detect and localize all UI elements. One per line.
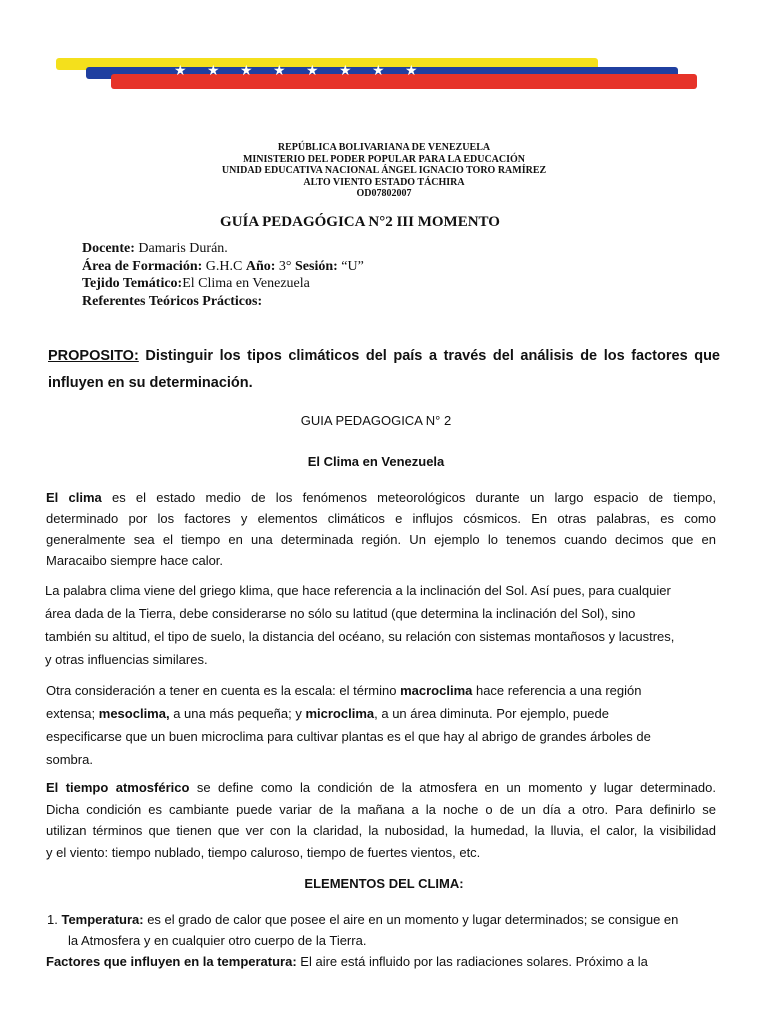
meta-docente: Docente: Damaris Durán. — [82, 241, 228, 256]
venezuela-flag-banner — [56, 56, 698, 94]
header-line-4: ALTO VIENTO ESTADO TÁCHIRA — [303, 176, 465, 188]
elementos-heading: ELEMENTOS DEL CLIMA: — [304, 876, 464, 891]
flag-stars-icon: ★ ★ ★ ★ ★ ★ ★ ★ — [174, 63, 426, 79]
meta-area: Área de Formación: G.H.C Año: 3° Sesión: “U” — [82, 258, 364, 274]
list-item-temperatura: 1. Temperatura: es el grado de calor que posee el aire en un momento y lugar determinados; se consigue en la Atmosfera y en cualquier otro cuerpo de la Tierra. Factores que influyen en la temperatura: El aire está influido por las radiaciones solares. Próximo a la — [46, 912, 679, 969]
paragraph-etimologia: La palabra clima viene del griego klima, que hace referencia a la inclinación del Sol. Así pues, para cualquier área dada de la Tierra, debe considerarse no sólo su latitud (que determina la inclinación del Sol), sino también su altitud, el tipo de suelo, la distancia del océano, su relación con sistemas montañosos y lacustres, y otras influencias similares. — [45, 583, 675, 667]
paragraph-tiempo-atmosferico: El tiempo atmosférico se define como la condición de la atmosfera en un momento y lugar determinado. Dicha condición es cambiante puede variar de la mañana a la noche o de un día a otro. Para definirlo se utilizan términos que tienen que ver con la claridad, la nubosidad, la humedad, la lluvia, el calor, la visibilidad y el viento: tiempo nublado, tiempo caluroso, tiempo de fuertes vientos, etc. — [46, 780, 716, 860]
paragraph-clima-definition: El clima es el estado medio de los fenómenos meteorológicos durante un largo espacio de tiempo, determinado por los factores y elementos climáticos e influjos cósmicos. En otras palabras, es como generalmente sea el tiempo en una determinada región. Un ejemplo lo tenemos cuando decimos que en Maracaibo siempre hace calor. — [46, 490, 717, 568]
header-line-5: OD07802007 — [356, 188, 412, 199]
guide-title: GUÍA PEDAGÓGICA N°2 III MOMENTO — [220, 214, 500, 230]
header-line-2: MINISTERIO DEL PODER POPULAR PARA LA EDUCACIÓN — [242, 153, 526, 165]
meta-tejido: Tejido Temático:El Clima en Venezuela — [82, 276, 310, 291]
guide-meta — [82, 240, 364, 310]
guia-heading: GUIA PEDAGOGICA N° 2 — [300, 413, 452, 428]
clima-heading: El Clima en Venezuela — [307, 454, 445, 469]
header-line-3: UNIDAD EDUCATIVA NACIONAL ÁNGEL IGNACIO TORO RAMÍREZ — [221, 165, 547, 176]
paragraph-escala: Otra consideración a tener en cuenta es la escala: el término macroclima hace referencia a una región extensa; mesoclima, a una más pequeña; y microclima, a un área diminuta. Por ejemplo, puede especificarse que un buen microclima para cultivar plantas es el que hay al abrigo de grandes árboles de sombra. — [46, 683, 651, 767]
proposito — [48, 343, 720, 397]
proposito-text: Distinguir los tipos climáticos del país a través del análisis de los factores que influyen en su determinación. — [48, 348, 720, 391]
institution-header — [0, 142, 768, 200]
meta-referentes: Referentes Teóricos Prácticos: — [82, 293, 263, 309]
proposito-label: PROPOSITO: — [48, 348, 139, 364]
header-line-1: REPÚBLICA BOLIVARIANA DE VENEZUELA — [277, 142, 491, 153]
